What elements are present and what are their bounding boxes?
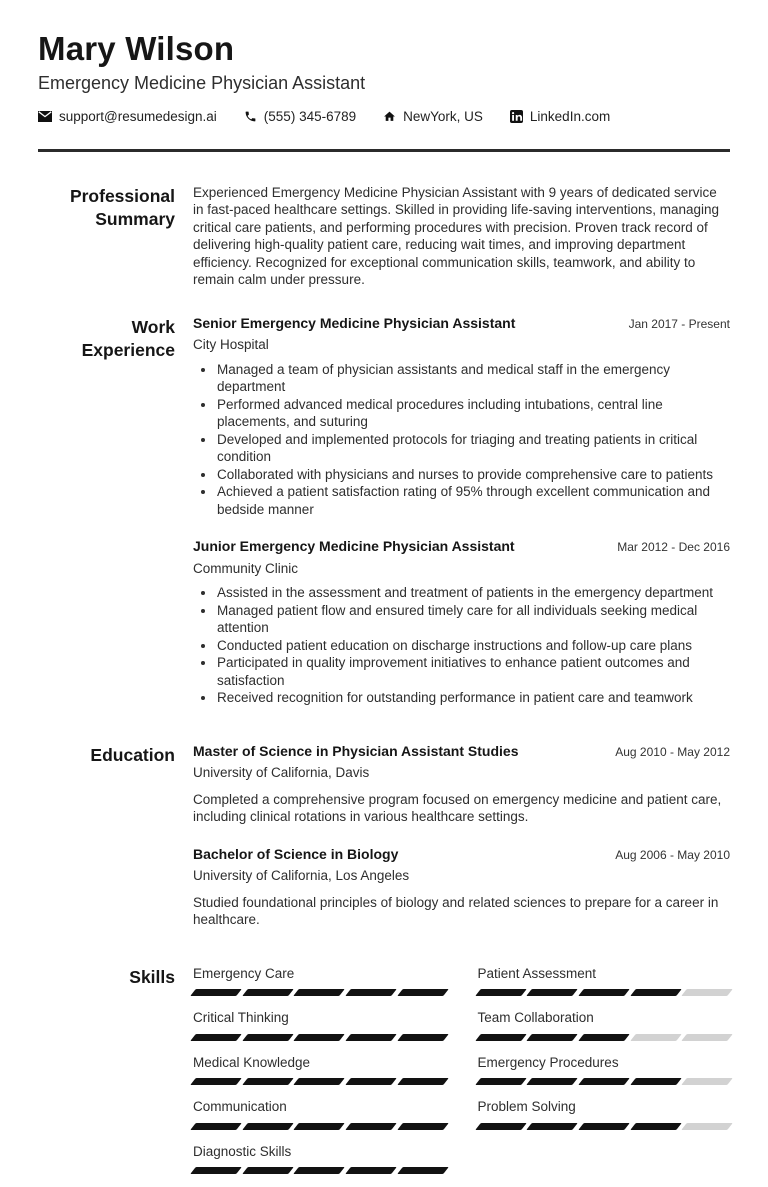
skill-level-bar bbox=[193, 1034, 446, 1041]
job-dates: Jan 2017 - Present bbox=[628, 316, 730, 331]
skill-name: Patient Assessment bbox=[477, 965, 597, 981]
skill-bar-segment bbox=[242, 1078, 293, 1085]
contact-location bbox=[383, 109, 483, 124]
skill-bar-segment bbox=[397, 1034, 448, 1041]
skill-bar-segment bbox=[190, 1034, 241, 1041]
section-label-skills: Skills bbox=[129, 966, 175, 987]
skill-bar-segment bbox=[242, 989, 293, 996]
job-bullet: • Assisted in the assessment and treatment of patients in the emergency department bbox=[216, 584, 730, 602]
contact-linkedin bbox=[510, 109, 610, 124]
skill-item bbox=[478, 1054, 731, 1086]
job-title: Senior Emergency Medicine Physician Assistant bbox=[193, 314, 516, 331]
school-name: University of California, Los Angeles bbox=[193, 868, 410, 884]
job-bullet: • Managed a team of physician assistants and medical staff in the emergency department bbox=[216, 361, 730, 396]
degree-description: Completed a comprehensive program focused on emergency medicine and patient care, including clinical rotations in various healthcare settings. bbox=[193, 791, 722, 825]
skill-bar-segment bbox=[190, 1123, 241, 1130]
skill-bar-segment bbox=[345, 1078, 396, 1085]
skill-bar-segment bbox=[475, 1078, 526, 1085]
skill-level-bar bbox=[478, 989, 731, 996]
skill-bar-segment bbox=[578, 989, 629, 996]
skill-bar-segment bbox=[242, 1167, 293, 1174]
contact-row bbox=[38, 109, 730, 124]
skill-item bbox=[478, 965, 731, 997]
skill-bar-segment bbox=[242, 1034, 293, 1041]
skill-name: Critical Thinking bbox=[193, 1010, 289, 1026]
contact-linkedin-text: LinkedIn.com bbox=[529, 108, 611, 124]
skill-bar-segment bbox=[397, 1167, 448, 1174]
degree-dates: Aug 2010 - May 2012 bbox=[615, 744, 730, 759]
skill-bar-segment bbox=[578, 1123, 629, 1130]
skill-bar-segment bbox=[526, 1123, 577, 1130]
skill-bar-segment bbox=[294, 1167, 345, 1174]
skill-level-bar bbox=[193, 1167, 446, 1174]
job-bullet: • Received recognition for outstanding performance in patient care and teamwork bbox=[216, 689, 730, 707]
person-job-title: Emergency Medicine Physician Assistant bbox=[38, 72, 366, 93]
skill-bar-segment bbox=[345, 1167, 396, 1174]
contact-location-text: NewYork, US bbox=[403, 108, 483, 124]
skill-name: Communication bbox=[193, 1099, 287, 1115]
skill-bar-segment bbox=[294, 1034, 345, 1041]
job-bullet: • Developed and implemented protocols for triaging and treating patients in critical condition bbox=[216, 431, 730, 466]
skill-item bbox=[193, 1054, 446, 1086]
section-label-experience: Work Experience bbox=[81, 316, 175, 360]
job-bullet: • Collaborated with physicians and nurses to provide comprehensive care to patients bbox=[216, 466, 730, 484]
skill-bar-segment bbox=[190, 989, 241, 996]
education-entry bbox=[193, 743, 730, 826]
skill-level-bar bbox=[193, 1078, 446, 1085]
resume-body bbox=[38, 184, 730, 1187]
skill-item bbox=[193, 1143, 446, 1175]
skill-name: Emergency Care bbox=[193, 965, 295, 981]
job-bullet: • Performed advanced medical procedures including intubations, central line placements, and suturing bbox=[216, 396, 730, 431]
skill-name: Team Collaboration bbox=[477, 1010, 594, 1026]
skill-bar-segment bbox=[294, 1123, 345, 1130]
phone-icon bbox=[244, 110, 257, 123]
skill-bar-segment bbox=[294, 989, 345, 996]
resume-header bbox=[38, 30, 730, 152]
skill-bar-segment bbox=[345, 989, 396, 996]
section-label-education: Education bbox=[90, 744, 175, 765]
contact-phone bbox=[244, 109, 356, 124]
section-professional-summary bbox=[38, 184, 730, 289]
skill-bar-segment bbox=[630, 1123, 681, 1130]
skill-name: Medical Knowledge bbox=[193, 1054, 311, 1070]
job-company: Community Clinic bbox=[193, 560, 299, 576]
skill-bar-segment bbox=[294, 1078, 345, 1085]
email-icon bbox=[38, 111, 52, 122]
skill-bar-segment bbox=[475, 1034, 526, 1041]
skills-grid bbox=[193, 965, 730, 1187]
section-education bbox=[38, 743, 730, 929]
skill-level-bar bbox=[193, 989, 446, 996]
skill-name: Problem Solving bbox=[477, 1099, 576, 1115]
skill-bar-segment bbox=[345, 1034, 396, 1041]
job-bullet: • Managed patient flow and ensured timely care for all individuals seeking medical attention bbox=[216, 602, 730, 637]
contact-phone-text: (555) 345-6789 bbox=[263, 108, 357, 124]
skill-item bbox=[193, 1098, 446, 1130]
skill-bar-segment bbox=[526, 1034, 577, 1041]
degree-dates: Aug 2006 - May 2010 bbox=[615, 847, 730, 862]
job-entry bbox=[193, 315, 730, 519]
person-name: Mary Wilson bbox=[38, 30, 235, 67]
skill-name: Diagnostic Skills bbox=[193, 1143, 292, 1159]
skill-bar-segment bbox=[630, 1078, 681, 1085]
skill-item bbox=[193, 965, 446, 997]
skill-bar-segment bbox=[190, 1078, 241, 1085]
skill-level-bar bbox=[478, 1034, 731, 1041]
job-title: Junior Emergency Medicine Physician Assistant bbox=[193, 538, 515, 555]
job-bullet-list bbox=[193, 361, 730, 519]
job-entry bbox=[193, 538, 730, 707]
section-label-summary: Professional Summary bbox=[69, 185, 175, 229]
skill-bar-segment bbox=[682, 1034, 733, 1041]
skill-level-bar bbox=[478, 1078, 731, 1085]
job-bullet: • Participated in quality improvement initiatives to enhance patient outcomes and satisfaction bbox=[216, 654, 730, 689]
skill-bar-segment bbox=[578, 1078, 629, 1085]
skill-bar-segment bbox=[475, 989, 526, 996]
contact-email-text: support@resumedesign.ai bbox=[59, 108, 217, 124]
skill-bar-segment bbox=[397, 1123, 448, 1130]
skill-bar-segment bbox=[526, 1078, 577, 1085]
job-dates: Mar 2012 - Dec 2016 bbox=[617, 540, 730, 555]
skill-name: Emergency Procedures bbox=[477, 1054, 619, 1070]
job-bullet-list bbox=[193, 584, 730, 707]
job-bullet: • Conducted patient education on discharge instructions and follow-up care plans bbox=[216, 637, 730, 655]
skill-bar-segment bbox=[242, 1123, 293, 1130]
degree-description: Studied foundational principles of biology and related sciences to prepare for a career in healthcare. bbox=[193, 894, 719, 928]
skill-bar-segment bbox=[578, 1034, 629, 1041]
contact-email bbox=[38, 109, 217, 124]
degree-title: Master of Science in Physician Assistant Studies bbox=[193, 742, 519, 759]
skill-level-bar bbox=[193, 1123, 446, 1130]
skill-bar-segment bbox=[397, 1078, 448, 1085]
skill-bar-segment bbox=[345, 1123, 396, 1130]
skill-level-bar bbox=[478, 1123, 731, 1130]
skill-bar-segment bbox=[682, 1123, 733, 1130]
skill-item bbox=[478, 1009, 731, 1041]
skill-bar-segment bbox=[682, 989, 733, 996]
header-divider bbox=[38, 149, 730, 152]
skill-bar-segment bbox=[475, 1123, 526, 1130]
job-company: City Hospital bbox=[193, 337, 269, 353]
home-icon bbox=[383, 110, 396, 123]
section-skills bbox=[38, 965, 730, 1187]
degree-title: Bachelor of Science in Biology bbox=[193, 845, 399, 862]
skill-item bbox=[193, 1009, 446, 1041]
summary-text: Experienced Emergency Medicine Physician Assistant with 9 years of dedicated service in fast-paced healthcare settings. Skilled in providing life-saving interventions, managing critical care patients, and performing procedures with precision. Proven track record of delivering high-quality patient care, reducing wait times, and improving department efficiency. Recognized for exceptional communication skills, teamwork, and ability to remain calm under pressure. bbox=[193, 184, 720, 288]
skill-bar-segment bbox=[190, 1167, 241, 1174]
school-name: University of California, Davis bbox=[193, 765, 370, 781]
education-entry bbox=[193, 846, 730, 929]
linkedin-icon bbox=[510, 110, 523, 123]
skill-bar-segment bbox=[397, 989, 448, 996]
skill-bar-segment bbox=[630, 989, 681, 996]
skill-bar-segment bbox=[682, 1078, 733, 1085]
section-work-experience bbox=[38, 315, 730, 707]
skill-bar-segment bbox=[630, 1034, 681, 1041]
skill-bar-segment bbox=[526, 989, 577, 996]
skill-item bbox=[478, 1098, 731, 1130]
job-bullet: • Achieved a patient satisfaction rating of 95% through excellent communication and bedside manner bbox=[216, 483, 730, 518]
